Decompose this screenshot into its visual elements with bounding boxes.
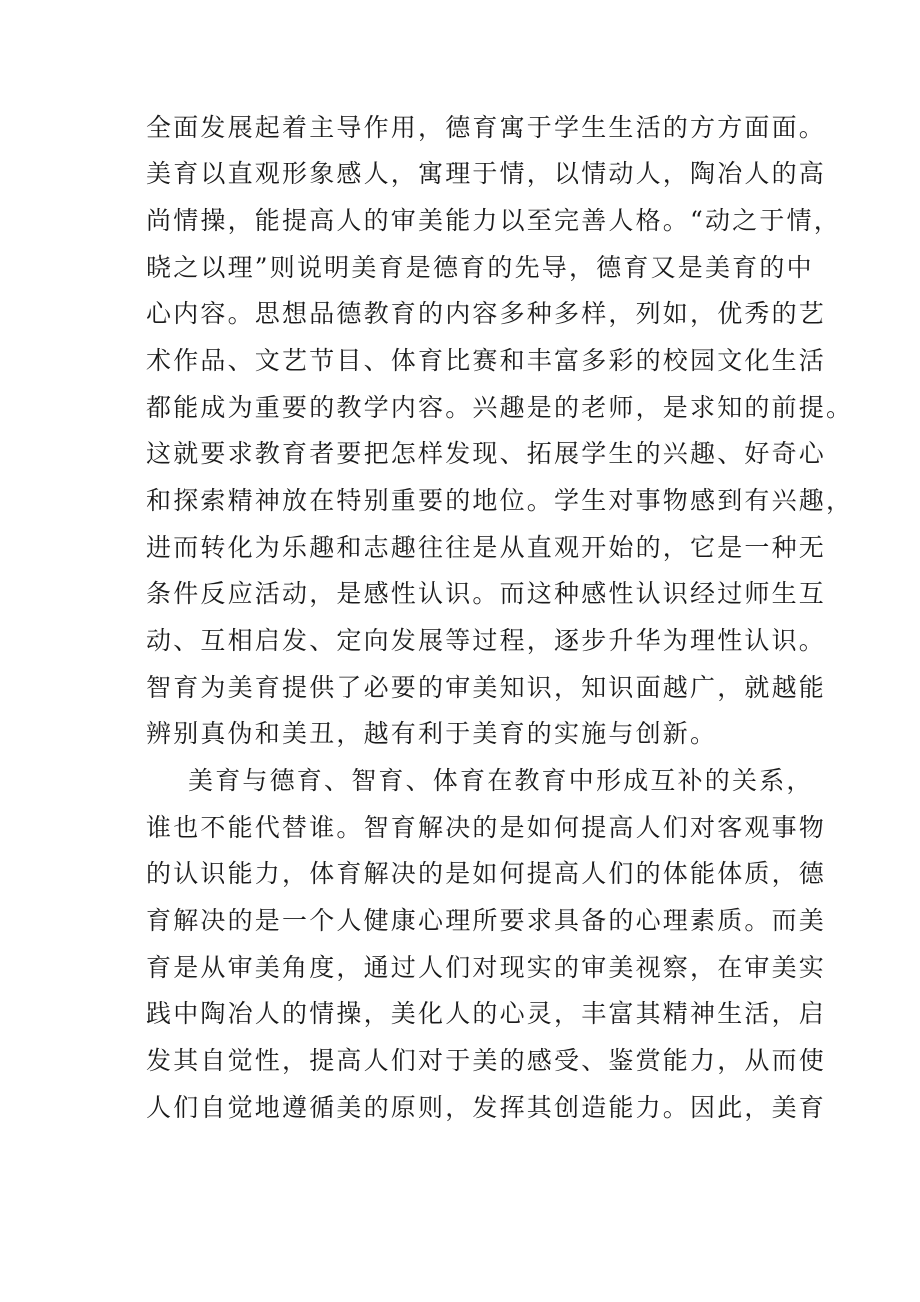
text-line: 全面发展起着主导作用，德育寓于学生生活的方方面面。 xyxy=(146,113,827,142)
text-line: 育解决的是一个人健康心理所要求具备的心理素质。而美 xyxy=(146,906,827,935)
text-line: 条件反应活动，是感性认识。而这种感性认识经过师生互 xyxy=(146,579,827,608)
text-line: 辨别真伪和美丑，越有利于美育的实施与创新。 xyxy=(146,719,718,748)
text-line: 的认识能力，体育解决的是如何提高人们的体能体质，德 xyxy=(146,859,827,888)
text-line: 术作品、文艺节目、体育比赛和丰富多彩的校园文化生活 xyxy=(146,346,827,375)
text-line: 育是从审美角度，通过人们对现实的审美视察，在审美实 xyxy=(146,953,827,982)
text-line: 和探索精神放在特别重要的地位。学生对事物感到有兴趣， xyxy=(146,486,854,515)
text-line: 智育为美育提供了必要的审美知识，知识面越广，就越能 xyxy=(146,673,827,702)
text-line: 发其自觉性，提高人们对于美的感受、鉴赏能力，从而使 xyxy=(146,1046,827,1075)
text-line: 这就要求教育者要把怎样发现、拓展学生的兴趣、好奇心 xyxy=(146,439,827,468)
text-line: 进而转化为乐趣和志趣往往是从直观开始的，它是一种无 xyxy=(146,533,827,562)
text-line: 人们自觉地遵循美的原则，发挥其创造能力。因此，美育 xyxy=(146,1093,827,1122)
text-line: 心内容。思想品德教育的内容多种多样，列如，优秀的艺 xyxy=(146,299,827,328)
text-line: 尚情操，能提高人的审美能力以至完善人格。“动之于情， xyxy=(146,206,841,235)
text-line: 都能成为重要的教学内容。兴趣是的老师，是求知的前提。 xyxy=(146,393,854,422)
text-line: 美育以直观形象感人，寓理于情，以情动人，陶冶人的高 xyxy=(146,159,827,188)
text-line: 动、互相启发、定向发展等过程，逐步升华为理性认识。 xyxy=(146,626,827,655)
text-line: 晓之以理”则说明美育是德育的先导，德育又是美育的中 xyxy=(146,253,814,282)
text-line: 践中陶冶人的情操，美化人的心灵，丰富其精神生活，启 xyxy=(146,999,827,1028)
text-line: 谁也不能代替谁。智育解决的是如何提高人们对客观事物 xyxy=(146,813,827,842)
paragraph-start-line: 美育与德育、智育、体育在教育中形成互补的关系， xyxy=(188,766,814,795)
